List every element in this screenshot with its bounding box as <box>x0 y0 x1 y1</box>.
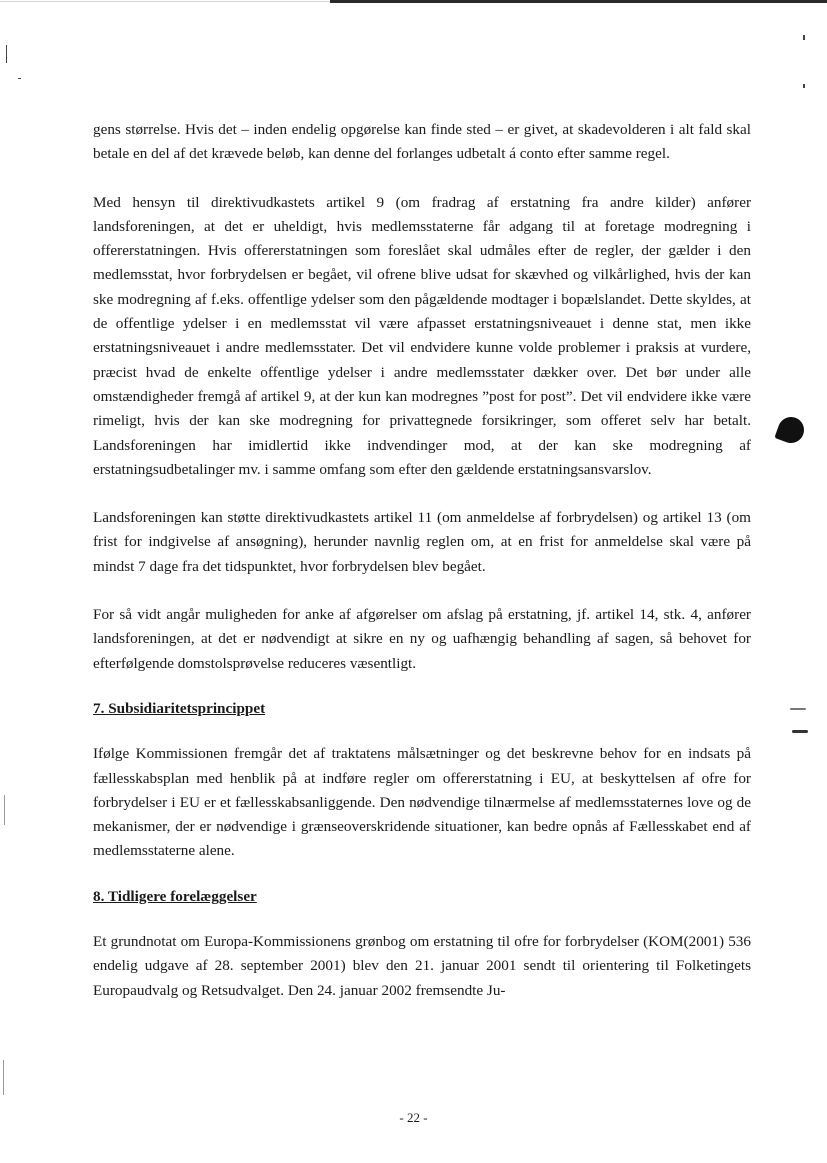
scan-top-edge <box>330 0 827 3</box>
scan-mark-left-3 <box>4 795 5 825</box>
paragraph-article-9: Med hensyn til direktivudkastets artikel 9 (om fradrag af erstatning fra andre kilder) anfører landsforeningen, at det er uheldigt, hvis medlemsstaterne får adgang til at foretage modregning i offererstatningen. Hvis offererstatningen som foreslået skal udmåles efter de regler, der gælder i den medlemsstat, hvor forbrydelsen er begået, vil ofrene blive udsat for skævhed og vilkårlighed, hvis der kan ske modregning af f.eks. offentlige ydelser som den pågældende modtager i bopælslandet. Dette skyldes, at de offentlige ydelser i en medlemsstat vil være afpasset erstatningsniveauet i denne stat, men ikke erstatningsniveauet i andre medlemsstater. Det vil endvidere kunne volde problemer i praksis at vurdere, præcist hvad de enkelte offentlige ydelser i andre medlemsstater dækker over. Det bør under alle omstændigheder fremgå af artikel 9, at der kun kan modregnes ”post for post”. Det vil endvidere ikke være rimeligt, hvis der kan ske modregning for privattegnede forsikringer, som offeret selv har betalt. Landsforeningen har imidlertid ikke indvendinger mod, at der kan ske modregning af erstatningsudbetalinger mv. i samme omfang som efter den gældende erstatningsansvarslov. <box>93 193 751 478</box>
section-heading-previous-submissions: 8. Tidligere forelæggelser <box>93 887 257 905</box>
paragraph-previous-submissions: Et grundnotat om Europa-Kommissionens grønbog om erstatning til ofre for forbrydelser (KOM(2001) 536 endelig udgave af 28. september 2001) blev den 21. januar 2001 sendt til orientering til Folketingets Europaudvalg og Retsudvalget. Den 24. januar 2002 fremsendte Ju- <box>93 933 751 999</box>
paragraph-continuation: gens størrelse. Hvis det – inden endelig opgørelse kan finde sted – er givet, at skadevolderen i alt fald skal betale en del af det krævede beløb, kan denne del forlanges udbetalt á conto efter samme regel. <box>93 121 751 163</box>
scan-mark-right-1 <box>803 35 805 40</box>
paragraph-article-14: For så vidt angår muligheden for anke af afgørelser om afslag på erstatning, jf. artikel 14, stk. 4, anfører landsforeningen, at det er nødvendigt at sikre en ny og uafhængig behandling af sagen, så behovet for efterfølgende domstolsprøvelse reduceres væsentligt. <box>93 606 751 672</box>
scan-hole-punch-mark <box>774 413 807 446</box>
scan-mark-right-3 <box>790 708 806 710</box>
section-heading-subsidiarity: 7. Subsidiaritetsprincippet <box>93 699 266 717</box>
paragraph-article-11-13: Landsforeningen kan støtte direktivudkastets artikel 11 (om anmeldelse af forbrydelsen) og artikel 13 (om frist for indgivelse af ansøgning), herunder navnlig reglen om, at en frist for anmeldelse skal være på mindst 7 dage fra det tidspunktet, hvor forbrydelsen blev begået. <box>93 509 751 575</box>
scan-mark-right-4 <box>792 730 808 733</box>
scan-top-edge-faint <box>0 1 330 2</box>
scan-mark-left-2 <box>18 78 21 79</box>
paragraph-subsidiarity: Ifølge Kommissionen fremgår det af traktatens målsætninger og det beskrevne behov for en indsats på fællesskabsplan med henblik på at indføre regler om offererstatning i EU, at beskyttelsen af ofre for forbrydelser i EU er et fællesskabsanliggende. Den nødvendige tilnærmelse af medlemsstaternes love og de mekanismer, der er nødvendige i grænseoverskridende situationer, kan bedre opnås af Fællesskabet end af medlemsstaterne alene. <box>93 745 751 860</box>
scan-mark-left-1 <box>6 45 7 63</box>
document-page-body <box>93 118 751 1003</box>
scan-mark-left-4 <box>3 1060 4 1095</box>
page-number: - 22 - <box>399 1110 428 1125</box>
scan-mark-right-2 <box>803 84 805 88</box>
